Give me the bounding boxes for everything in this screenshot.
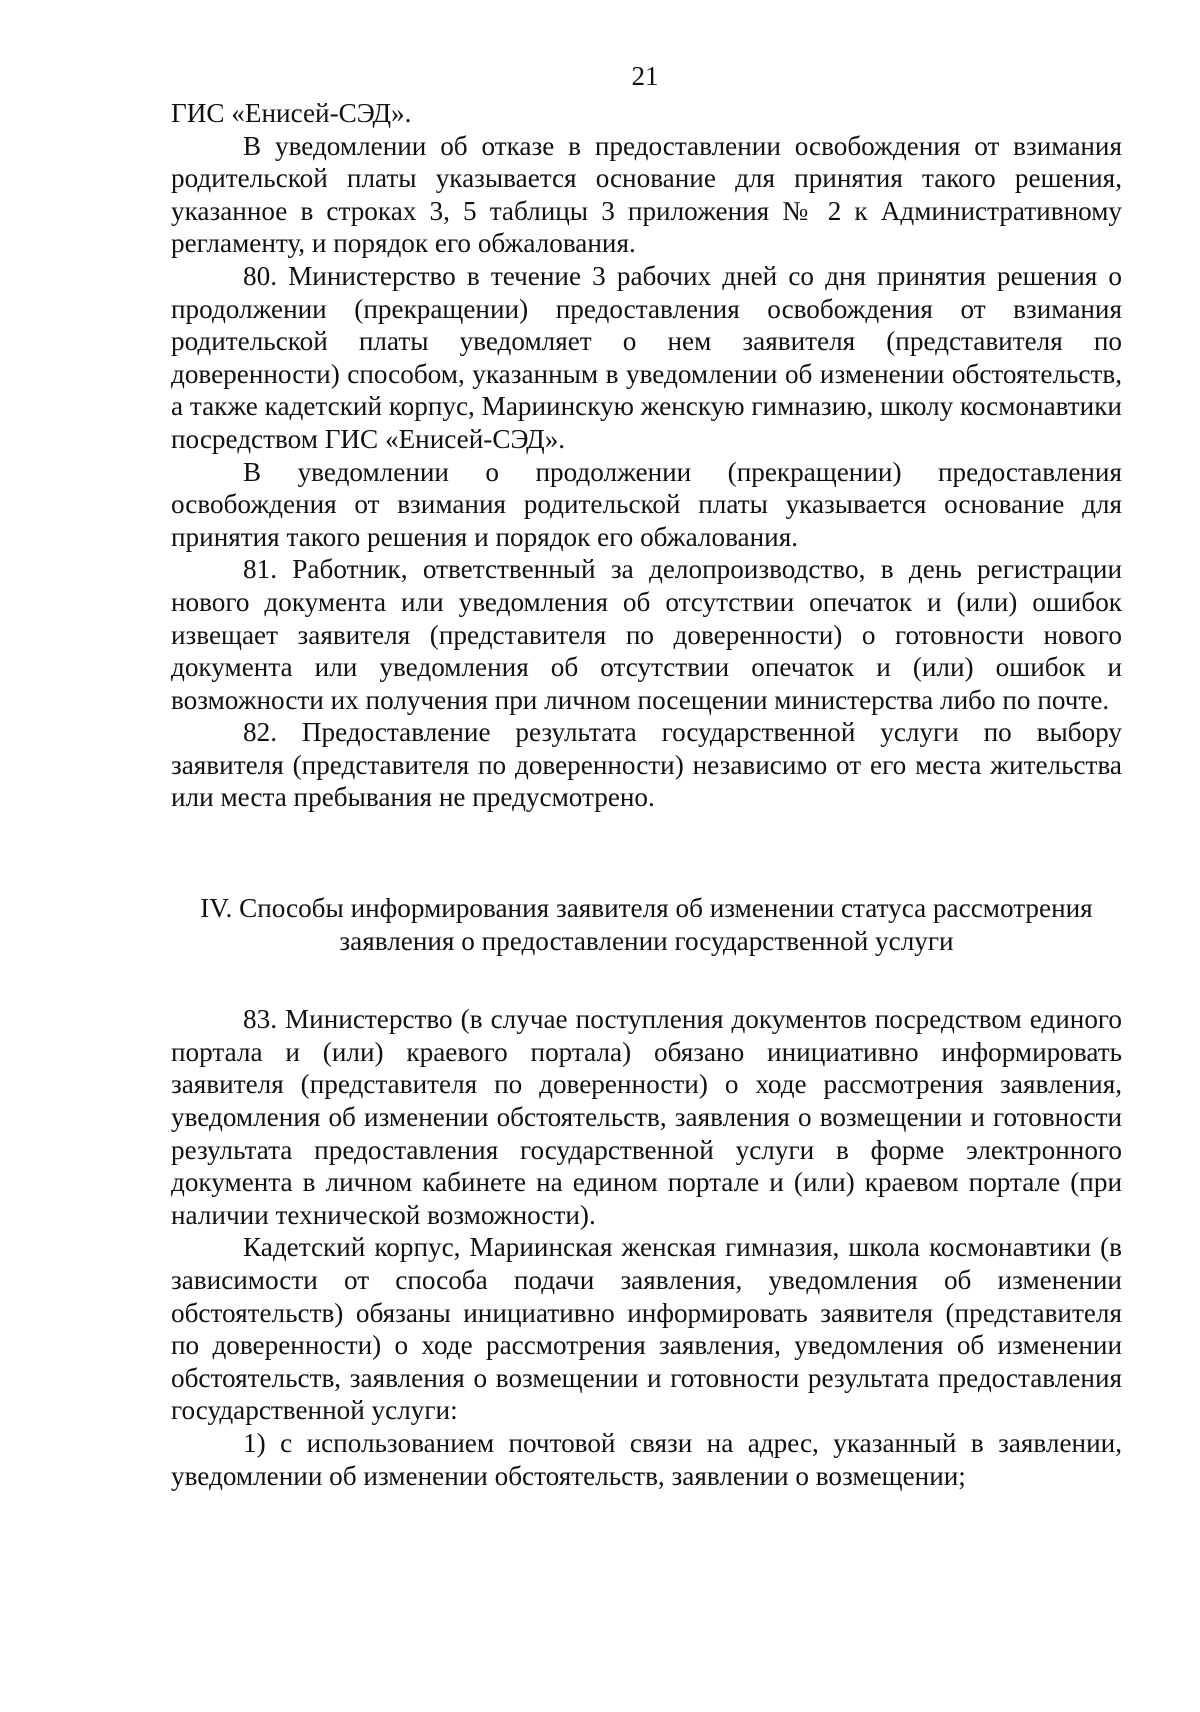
paragraph-continuation-notice: В уведомлении о продолжении (прекращении) предоставления освобождения от взимания родительской платы указывается основание для принятия такого решения и порядок его обжалования.: [171, 456, 1122, 552]
paragraph-institutions: Кадетский корпус, Мариинская женская гимназия, школа космонавтики (в зависимости от способа подачи заявления, уведомления об изменении обстоятельств) обязаны инициативно информировать заявителя (представителя по доверенности) о ходе рассмотрения заявления, уведомления об изменении обстоятельств, заявления о возмещении и готовности результата предоставления государственной услуги:: [171, 1232, 1122, 1426]
paragraph-refusal-notice: В уведомлении об отказе в предоставлении освобождения от взимания родительской платы указывается основание для принятия такого решения, указанное в строках 3, 5 таблицы 3 приложения № 2 к Административному регламенту, и порядок его обжалования.: [171, 130, 1122, 259]
paragraph-83: 83. Министерство (в случае поступления документов посредством единого портала и (или) краевого портала) обязано инициативно информировать заявителя (представителя по доверенности) о ходе рассмотрения заявления, уведомления об изменении обстоятельств, заявления о возмещении и готовности результата предоставления государственной услуги в форме электронного документа в личном кабинете на едином портале и (или) краевом портале (при наличии технической возможности).: [171, 1004, 1122, 1230]
paragraph-continuation: ГИС «Енисей-СЭД».: [171, 98, 412, 128]
section-heading-line-1: IV. Способы информирования заявителя об изменении статуса рассмотрения: [200, 893, 1093, 924]
paragraph-80: 80. Министерство в течение 3 рабочих дней со дня принятия решения о продолжении (прекращении) предоставления освобождения от взимания родительской платы уведомляет о нем заявителя (представителя по доверенности) способом, указанным в уведомлении об изменении обстоятельств, а также кадетский корпус, Мариинскую женскую гимназию, школу космонавтики посредством ГИС «Енисей-СЭД».: [171, 260, 1122, 454]
document-body: [171, 97, 1122, 1492]
section-heading: [171, 892, 1122, 957]
list-item-1: 1) с использованием почтовой связи на адрес, указанный в заявлении, уведомлении об изменении обстоятельств, заявлении о возмещении;: [171, 1427, 1122, 1491]
paragraph-81: 81. Работник, ответственный за делопроизводство, в день регистрации нового документа или уведомления об отсутствии опечаток и (или) ошибок извещает заявителя (представителя по доверенности) о готовности нового документа или уведомления об отсутствии опечаток и (или) ошибок и возможности их получения при личном посещении министерства либо по почте.: [171, 554, 1122, 715]
page-number: 21: [631, 61, 659, 91]
paragraph-82: 82. Предоставление результата государственной услуги по выбору заявителя (представителя по доверенности) независимо от его места жительства или места пребывания не предусмотрено.: [171, 717, 1122, 813]
section-heading-line-2: заявления о предоставлении государственной услуги: [339, 925, 954, 956]
